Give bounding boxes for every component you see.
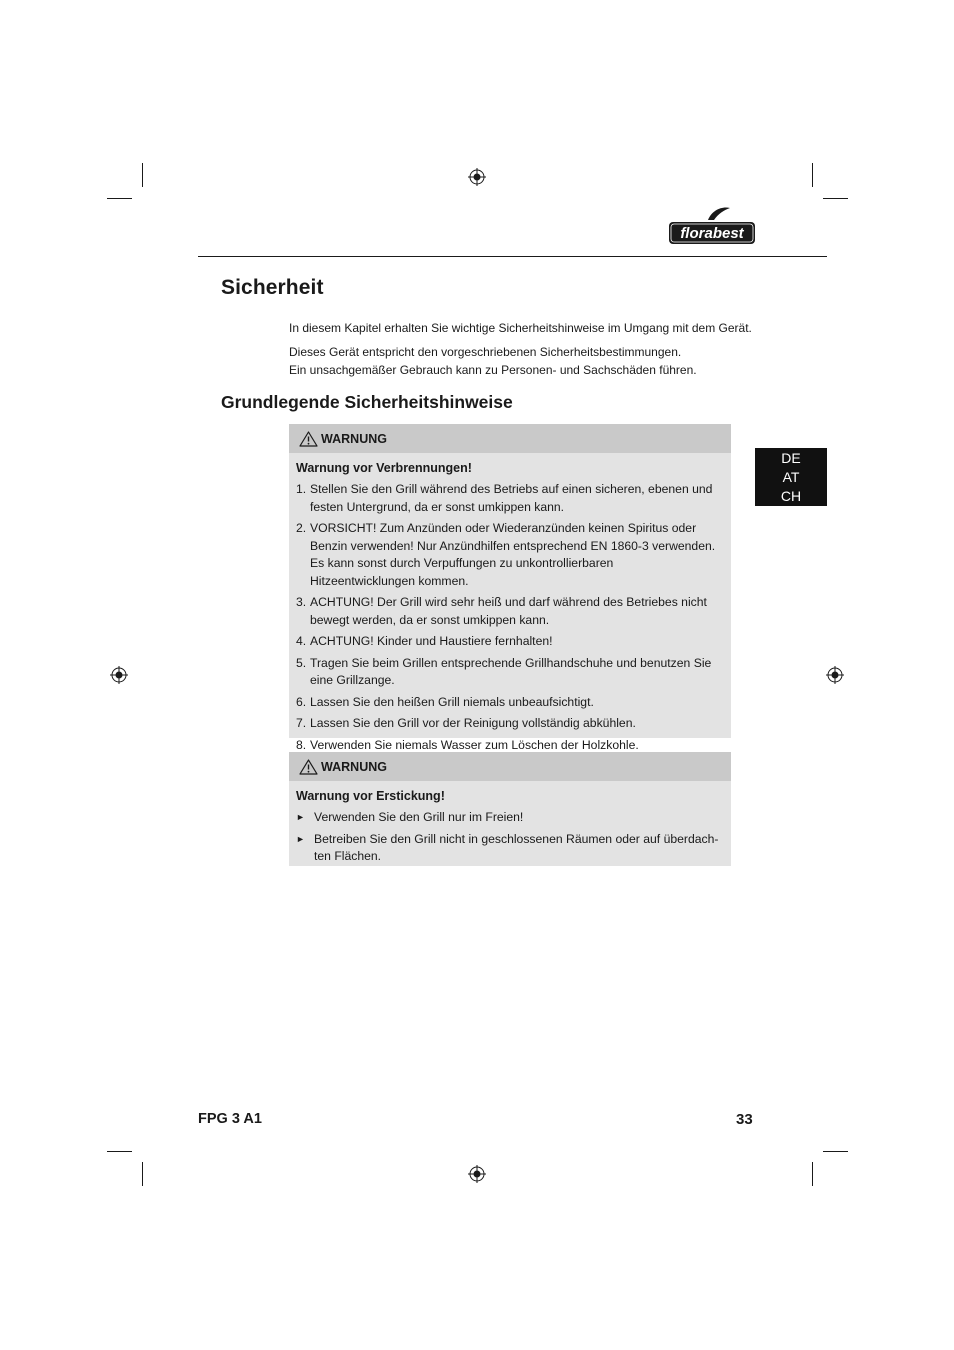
header-rule — [198, 256, 827, 257]
list-item: 3. ACHTUNG! Der Grill wird sehr heiß und darf während des Betriebes nicht bewegt werden, da er sonst umkippen kann. — [296, 595, 707, 627]
warning-label: WARNUNG — [321, 431, 387, 446]
logo-text: florabest — [680, 225, 744, 242]
registration-mark-icon — [110, 666, 128, 684]
bullet-arrow-icon: ► — [296, 812, 305, 822]
warning-label: WARNUNG — [321, 759, 387, 774]
crop-mark — [812, 163, 813, 187]
crop-mark — [812, 1162, 813, 1186]
crop-mark — [823, 198, 848, 199]
intro-paragraph: Ein unsachgemäßer Gebrauch kann zu Personen- und Sachschäden führen. — [289, 363, 697, 377]
registration-mark-icon — [468, 168, 486, 186]
warning-bullets — [289, 805, 731, 866]
list-item: 6. Lassen Sie den heißen Grill niemals unbeaufsichtigt. — [296, 694, 594, 709]
language-tab — [755, 448, 827, 506]
warning-header — [289, 424, 731, 453]
warning-subtitle: Warnung vor Verbrennungen! — [296, 461, 472, 475]
footer-model: FPG 3 A1 — [198, 1111, 262, 1127]
warning-triangle-icon — [299, 431, 318, 447]
registration-mark-icon — [468, 1165, 486, 1183]
list-item: ► Verwenden Sie den Grill nur im Freien! — [296, 809, 721, 827]
list-item: 8. Verwenden Sie niemals Wasser zum Löschen der Holzkohle. — [296, 737, 639, 752]
lang-code: CH — [780, 488, 802, 504]
crop-mark — [142, 163, 143, 187]
lang-code: DE — [781, 450, 801, 466]
intro-paragraph: In diesem Kapitel erhalten Sie wichtige Sicherheitshinweise im Umgang mit dem Gerät. — [289, 321, 752, 335]
warning-triangle-icon — [299, 759, 318, 775]
warning-box-burns — [289, 424, 731, 752]
intro-paragraph: Dieses Gerät entspricht den vorgeschriebenen Sicherheitsbestimmungen. — [289, 345, 682, 359]
list-item: 7. Lassen Sie den Grill vor der Reinigung vollständig abkühlen. — [296, 716, 636, 730]
bullet-arrow-icon: ► — [296, 833, 305, 844]
warning-box-suffocation — [289, 752, 731, 866]
florabest-logo — [668, 206, 756, 246]
section-heading: Grundlegende Sicherheitshinweise — [221, 392, 513, 412]
crop-mark — [107, 198, 132, 199]
list-item: 2. VORSICHT! Zum Anzünden oder Wiederanzünden keinen Spiritus oder Benzin verwenden! Nur Anzündhilfen entsprechend EN 1860-3 verwenden. Es kann sonst durch Verpuffungen zu unkontrollierbaren Hitzeentwicklungen kommen. — [296, 521, 716, 588]
registration-mark-icon — [826, 666, 844, 684]
warning-list — [289, 477, 731, 754]
lang-code: AT — [782, 469, 800, 485]
list-item: 4. ACHTUNG! Kinder und Haustiere fernhalten! — [296, 634, 553, 648]
warning-subtitle: Warnung vor Erstickung! — [296, 789, 445, 803]
crop-mark — [107, 1151, 132, 1152]
list-item: ► Betreiben Sie den Grill nicht in geschlossenen Räumen oder auf überdach-ten Flächen. — [296, 831, 721, 866]
list-item: 1. Stellen Sie den Grill während des Betriebs auf einen sicheren, ebenen und festen Untergrund, da er sonst umkippen kann. — [296, 482, 713, 514]
crop-mark — [142, 1162, 143, 1186]
list-item: 5. Tragen Sie beim Grillen entsprechende Grillhandschuhe und benutzen Sie eine Grillzange. — [296, 655, 712, 687]
crop-mark — [823, 1151, 848, 1152]
page-title: Sicherheit — [221, 276, 324, 299]
page-number: 33 — [736, 1111, 753, 1128]
warning-header — [289, 752, 731, 781]
